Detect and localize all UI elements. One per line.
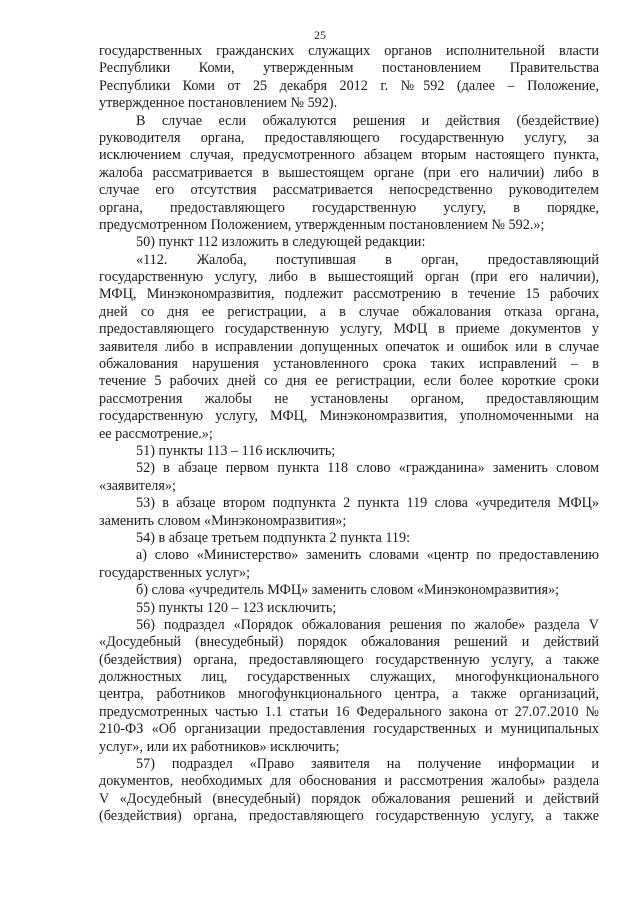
text-line: В случае если обжалуются решения и действия (бездействие) <box>136 112 599 129</box>
text-line: 50) пункт 112 изложить в следующей редакции: <box>136 234 426 251</box>
text-line: центра, работников многофункционального центра, а также организаций, <box>99 686 599 703</box>
text-line: государственную услугу, либо в вышестоящий орган (при его наличии), <box>99 269 599 286</box>
text-line: руководителя органа, предоставляющего государственную услугу, за <box>99 129 599 146</box>
page-number: 25 <box>314 28 326 42</box>
text-line: исключением случая, предусмотренного абзацем вторым настоящего пункта, <box>99 147 599 164</box>
text-line: течение 5 рабочих дней со дня ее регистрации, если более короткие сроки <box>99 373 599 390</box>
text-line: МФЦ, Минэкономразвития, подлежит рассмотрению в течение 15 рабочих <box>99 286 599 303</box>
text-line: жалоба рассматривается в вышестоящем органе (при его наличии) либо в <box>99 164 599 181</box>
text-line: (бездействия) органа, предоставляющего государственную услугу, а также <box>99 808 599 825</box>
text-line: документов, необходимых для обоснования и рассмотрения жалобы» раздела <box>99 773 599 790</box>
text-line: «заявителя»; <box>99 477 176 494</box>
text-line: 210-ФЗ «Об организации предоставления государственных и муниципальных <box>99 721 599 738</box>
text-line: Республики Коми от 25 декабря 2012 г. №592 (далее – Положение, <box>99 77 599 94</box>
text-line: 53) в абзаце втором подпункта 2 пункта 119 слова «учредителя МФЦ» <box>136 495 599 512</box>
text-line: государственных услуг»; <box>99 564 251 581</box>
text-line: предусмотренном Положением, утвержденным постановлением № 592.»; <box>99 216 545 233</box>
text-line: заменить словом «Минэкономразвития»; <box>99 512 347 529</box>
body-text <box>99 43 599 826</box>
text-line: предусмотренных частью 1.1 статьи 16 Федерального закона от 27.07.2010 № <box>99 703 599 720</box>
text-line: 54) в абзаце третьем подпункта 2 пункта 119: <box>136 529 411 546</box>
text-line: государственных гражданских служащих органов исполнительной власти <box>99 43 599 59</box>
text-line: услуг», или их работников» исключить; <box>99 738 340 755</box>
text-line: случае его отсутствия рассматривается непосредственно руководителем <box>99 182 599 199</box>
text-line: V «Досудебный (внесудебный) порядок обжалования решений и действий <box>99 790 599 807</box>
text-line: 57) подраздел «Право заявителя на получение информации и <box>136 756 599 773</box>
text-line: предоставляющего государственную услугу, МФЦ в приеме документов у <box>99 321 599 338</box>
text-line: рассмотрения жалобы не установлены органом, предоставляющим <box>99 390 599 407</box>
text-line: 55) пункты 120 – 123 исключить; <box>136 599 337 616</box>
text-line: б) слова «учредитель МФЦ» заменить словом «Минэкономразвития»; <box>136 582 560 599</box>
text-line: (бездействия) органа, предоставляющего государственную услугу, а также <box>99 651 599 668</box>
text-line: «112. Жалоба, поступившая в орган, предоставляющий <box>136 251 599 268</box>
text-line: утвержденное постановлением № 592). <box>99 95 338 112</box>
text-line: дней со дня ее регистрации, а в случае обжалования отказа органа, <box>99 303 599 320</box>
text-line: а) слово «Министерство» заменить словами «центр по предоставлению <box>136 547 599 564</box>
text-line: органа, предоставляющего государственную услугу, в порядке, <box>99 199 599 216</box>
text-line: обжалования нарушения установленного срока таких исправлений – в <box>99 356 599 373</box>
text-line: Республики Коми, утвержденным постановлением Правительства <box>99 60 599 77</box>
text-line: должностных лиц, государственных служащих, многофункционального <box>99 669 599 686</box>
text-line: 52) в абзаце первом пункта 118 слово «гражданина» заменить словом <box>136 460 599 477</box>
text-line: государственную услугу, МФЦ, Минэкономразвития, уполномоченными на <box>99 408 599 425</box>
text-line: 56) подраздел «Порядок обжалования решения по жалобе» раздела V <box>136 616 599 633</box>
text-line: 51) пункты 113 – 116 исключить; <box>136 442 336 459</box>
text-line: «Досудебный (внесудебный) порядок обжалования решений и действий <box>99 634 599 651</box>
text-line: заявителя либо в исправлении допущенных опечаток и ошибок или в случае <box>99 338 599 355</box>
text-line: ее рассмотрение.»; <box>99 425 213 442</box>
